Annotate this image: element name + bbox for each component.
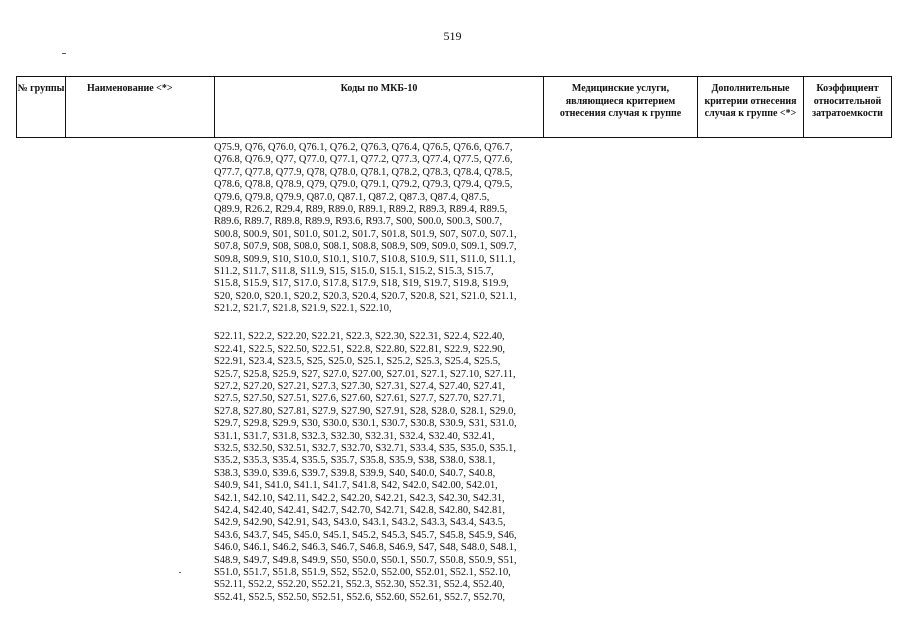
code-line: S27.2, S27.20, S27.21, S27.3, S27.30, S27.31, S27.4, S27.40, S27.41, [214, 381, 505, 393]
code-line: S29.7, S29.8, S29.9, S30, S30.0, S30.1, S30.7, S30.8, S30.9, S31, S31.0, [214, 418, 517, 430]
scan-mark [62, 53, 66, 54]
header-medical-services: Медицинские услуги, являющиеся критерием отнесения случая к группе [543, 77, 697, 137]
header-coefficient: Коэффициент относительной затратоемкости [803, 77, 891, 137]
code-line: S27.8, S27.80, S27.81, S27.9, S27.90, S27.91, S28, S28.0, S28.1, S29.0, [214, 405, 516, 417]
code-line: S15.8, S15.9, S17, S17.0, S17.8, S17.9, S18, S19, S19.7, S19.8, S19.9, [214, 278, 509, 290]
code-line: S11.2, S11.7, S11.8, S11.9, S15, S15.0, S15.1, S15.2, S15.3, S15.7, [214, 265, 494, 277]
code-line: S20, S20.0, S20.1, S20.2, S20.3, S20.4, S20.7, S20.8, S21, S21.0, S21.1, [214, 290, 517, 302]
header-name: Наименование <*> [65, 77, 214, 137]
code-line: S35.2, S35.3, S35.4, S35.5, S35.7, S35.8, S35.9, S38, S38.0, S38.1, [214, 455, 496, 467]
scan-mark [179, 572, 181, 573]
code-line: S46.0, S46.1, S46.2, S46.3, S46.7, S46.8, S46.9, S47, S48, S48.0, S48.1, [214, 542, 517, 554]
header-additional-criteria: Дополнительные критерии отнесения случая к группе <*> [697, 77, 803, 137]
code-line: S32.5, S32.50, S32.51, S32.7, S32.70, S32.71, S33.4, S35, S35.0, S35.1, [214, 442, 516, 454]
code-line: S42.9, S42.90, S42.91, S43, S43.0, S43.1, S43.2, S43.3, S43.4, S43.5, [214, 517, 506, 529]
table-header [16, 76, 892, 138]
code-line: S27.5, S27.50, S27.51, S27.6, S27.60, S27.61, S27.7, S27.70, S27.71, [214, 393, 505, 405]
code-line: S25.7, S25.8, S25.9, S27, S27.0, S27.00, S27.01, S27.1, S27.10, S27.11, [214, 368, 516, 380]
code-line: S07.8, S07.9, S08, S08.0, S08.1, S08.8, S08.9, S09, S09.0, S09.1, S09.7, [214, 241, 517, 253]
page-number: 519 [443, 29, 462, 43]
code-line: S40.9, S41, S41.0, S41.1, S41.7, S41.8, S42, S42.0, S42.00, S42.01, [214, 480, 498, 492]
code-line: S38.3, S39.0, S39.6, S39.7, S39.8, S39.9, S40, S40.0, S40.7, S40.8, [214, 467, 496, 479]
code-line: Q76.8, Q76.9, Q77, Q77.0, Q77.1, Q77.2, Q77.3, Q77.4, Q77.5, Q77.6, [214, 154, 513, 166]
code-line: S09.8, S09.9, S10, S10.0, S10.1, S10.7, S10.8, S10.9, S11, S11.0, S11.1, [214, 253, 516, 265]
code-line: Q77.7, Q77.8, Q77.9, Q78, Q78.0, Q78.1, Q78.2, Q78.3, Q78.4, Q78.5, [214, 166, 513, 178]
code-line: S52.41, S52.5, S52.50, S52.51, S52.6, S52.60, S52.61, S52.7, S52.70, [214, 591, 505, 603]
code-line: S21.2, S21.7, S21.8, S21.9, S22.1, S22.10, [214, 303, 392, 315]
code-line: R89.6, R89.7, R89.8, R89.9, R93.6, R93.7, S00, S00.0, S00.3, S00.7, [214, 216, 503, 228]
code-line: S00.8, S00.9, S01, S01.0, S01.2, S01.7, S01.8, S01.9, S07, S07.0, S07.1, [214, 228, 517, 240]
header-icd-codes: Коды по МКБ-10 [214, 77, 543, 137]
codes-block-2 [214, 331, 544, 604]
codes-block-1 [214, 142, 544, 315]
icd-codes-cell [214, 142, 544, 604]
header-group-no: № группы [16, 77, 65, 137]
code-line: Q75.9, Q76, Q76.0, Q76.1, Q76.2, Q76.3, Q76.4, Q76.5, Q76.6, Q76.7, [214, 142, 513, 153]
code-line: Q79.6, Q79.8, Q79.9, Q87.0, Q87.1, Q87.2, Q87.3, Q87.4, Q87.5, [214, 191, 490, 203]
code-line: S42.4, S42.40, S42.41, S42.7, S42.70, S42.71, S42.8, S42.80, S42.81, [214, 504, 505, 516]
code-line: S48.9, S49.7, S49.8, S49.9, S50, S50.0, S50.1, S50.7, S50.8, S50.9, S51, [214, 554, 517, 566]
code-line: S22.11, S22.2, S22.20, S22.21, S22.3, S22.30, S22.31, S22.4, S22.40, [214, 331, 505, 343]
code-line: S42.1, S42.10, S42.11, S42.2, S42.20, S42.21, S42.3, S42.30, S42.31, [214, 492, 505, 504]
code-line: Q78.6, Q78.8, Q78.9, Q79, Q79.0, Q79.1, Q79.2, Q79.3, Q79.4, Q79.5, [214, 179, 513, 191]
code-line: S22.91, S23.4, S23.5, S25, S25.0, S25.1, S25.2, S25.3, S25.4, S25.5, [214, 356, 501, 368]
code-line: S43.6, S43.7, S45, S45.0, S45.1, S45.2, S45.3, S45.7, S45.8, S45.9, S46, [214, 529, 517, 541]
code-line: S52.11, S52.2, S52.20, S52.21, S52.3, S52.30, S52.31, S52.4, S52.40, [214, 579, 505, 591]
code-line: S22.41, S22.5, S22.50, S22.51, S22.8, S22.80, S22.81, S22.9, S22.90, [214, 343, 505, 355]
code-line: Q89.9, R26.2, R29.4, R89, R89.0, R89.1, R89.2, R89.3, R89.4, R89.5, [214, 203, 508, 215]
code-line: S51.0, S51.7, S51.8, S51.9, S52, S52.0, S52.00, S52.01, S52.1, S52.10, [214, 566, 511, 578]
code-line: S31.1, S31.7, S31.8, S32.3, S32.30, S32.31, S32.4, S32.40, S32.41, [214, 430, 495, 442]
